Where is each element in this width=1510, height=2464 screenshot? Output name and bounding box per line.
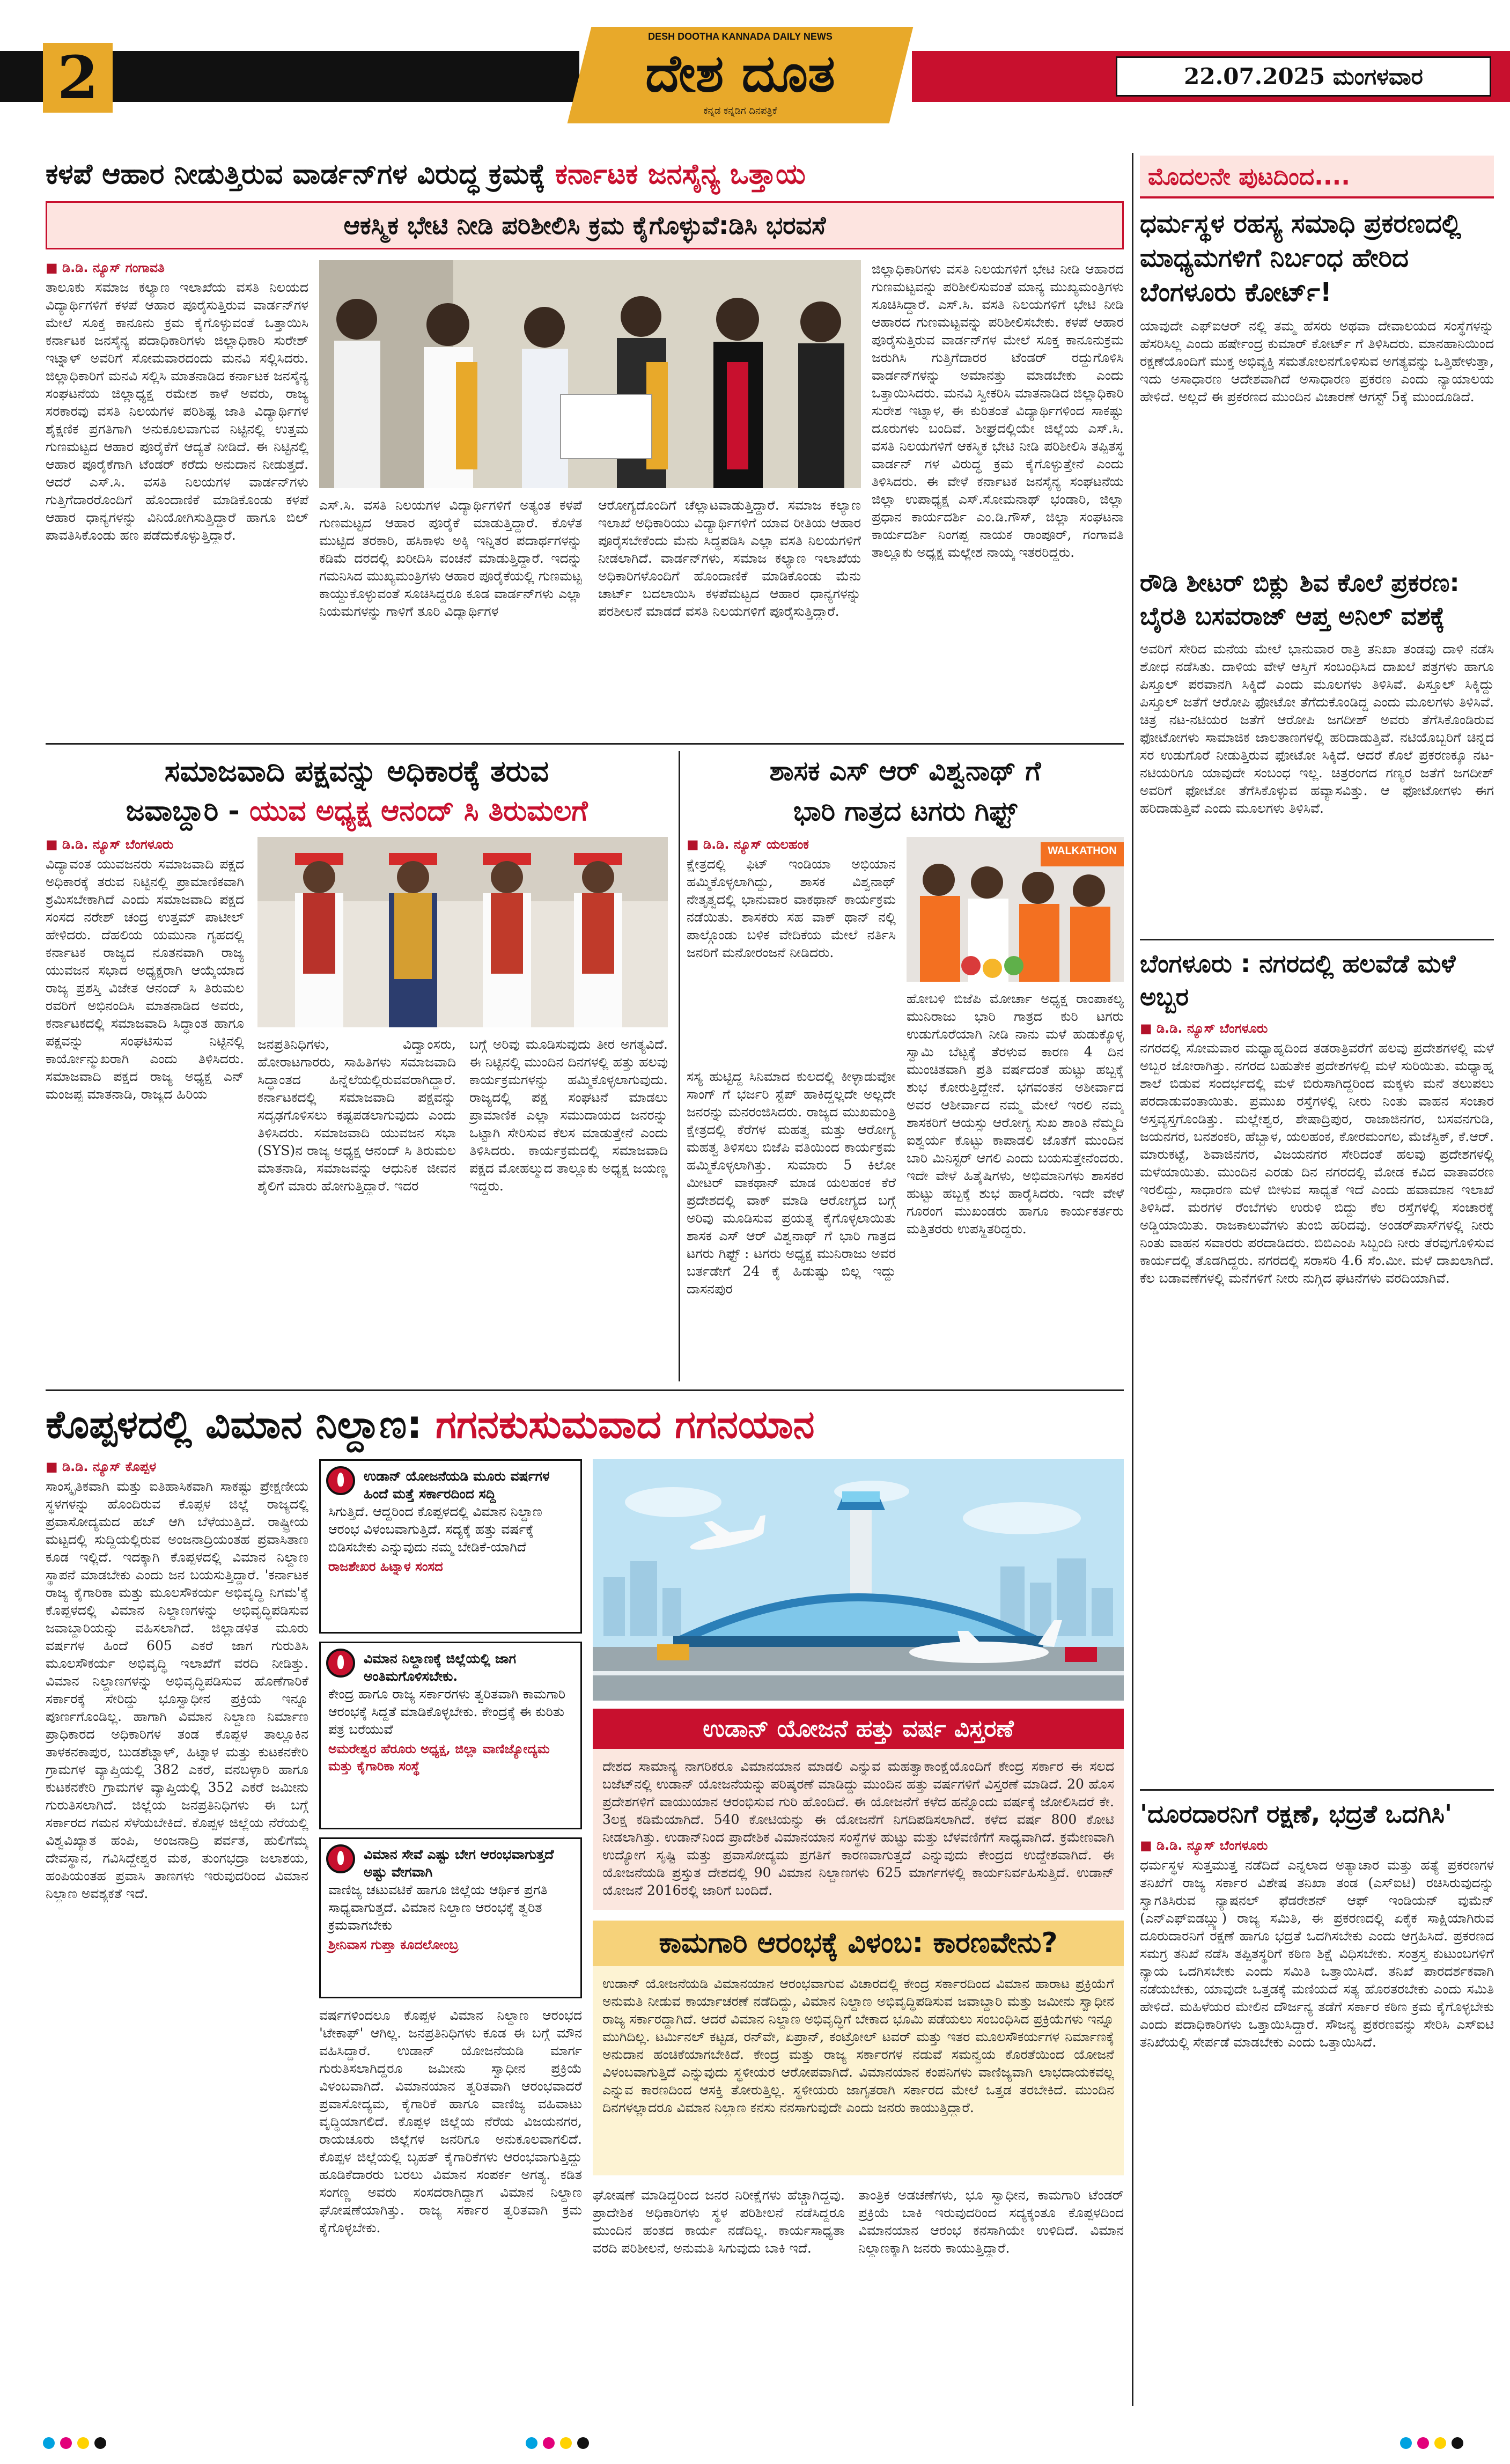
lead-col-4 bbox=[872, 260, 1124, 735]
airport-col-3 bbox=[593, 2186, 845, 2406]
airport-quote-box-2 bbox=[319, 1642, 582, 1829]
mla-photo-banner: WALKATHON bbox=[1048, 845, 1117, 857]
sp-col-3 bbox=[469, 1035, 668, 1381]
sp-col-2 bbox=[257, 1035, 456, 1381]
sidebar-story-3-byline: ■ ಡಿ.ಡಿ. ನ್ಯೂಸ್ ಬೆಂಗಳೂರು bbox=[1140, 1021, 1494, 1036]
logo-subtitle: ಕನ್ನಡ ಕನ್ನಡಿಗ ದಿನಪತ್ರಿಕೆ bbox=[703, 105, 777, 116]
sidebar-divider-2 bbox=[1140, 1789, 1494, 1791]
sp-photo bbox=[257, 837, 668, 1027]
udan-title: ಉಡಾನ್ ಯೋಜನೆ ಹತ್ತು ವರ್ಷ ವಿಸ್ತರಣೆ bbox=[703, 1715, 1014, 1742]
quote-1-icon bbox=[326, 1466, 355, 1495]
sidebar-story-4-body: ಧರ್ಮಸ್ಥಳ ಸುತ್ತಮುತ್ತ ನಡೆದಿದೆ ಎನ್ನಲಾದ ಅತ್ಯಾಚಾರ ಮತ್ತು ಹತ್ಯೆ ಪ್ರಕರಣಗಳ ತನಿಖೆಗೆ ರಾಜ್ಯ ಸರ್ಕಾರ ವಿಶೇಷ ತನಿಖಾ ತಂಡ (ಎಸ್‌ಐಟಿ) ರಚಿಸಿರುವುದನ್ನು ಸ್ವಾಗತಿಸಿರುವ ನ್ಯಾಷನಲ್ ಫೆಡರೇಶನ್ ಆಫ್ ಇಂಡಿಯನ್ ವುಮೆನ್ (ಎನ್‌ಎಫ್‌ಐಡಬ್ಲ್ಯು) ರಾಜ್ಯ ಸಮಿತಿ, ಈ ಪ್ರಕರಣದಲ್ಲಿ ಏಕೈಕ ಸಾಕ್ಷಿಯಾಗಿರುವ ದೂರುದಾರನಿಗೆ ರಕ್ಷಣೆ ಹಾಗೂ ಭದ್ರತೆ ಒದಗಿಸಬೇಕು ಎಂದು ಆಗ್ರಹಿಸಿದೆ. ಪ್ರಕರಣದ ಸಮಗ್ರ ತನಿಖೆ ನಡೆಸಿ ತಪ್ಪಿತಸ್ಥರಿಗೆ ಕಠಿಣ ಶಿಕ್ಷೆ ವಿಧಿಸಬೇಕು. ಸಂತ್ರಸ್ತ ಕುಟುಂಬಗಳಿಗೆ ನ್ಯಾಯ ಒದಗಿಸಬೇಕು ಎಂದು ಸಮಿತಿ ಒತ್ತಾಯಿಸಿದೆ. ತನಿಖೆ ಪಾರದರ್ಶಕವಾಗಿ ನಡೆಯಬೇಕು, ಯಾವುದೇ ಒತ್ತಡಕ್ಕೆ ಮಣಿಯದೆ ಸತ್ಯ ಹೊರತರಬೇಕು ಎಂದು ಸಮಿತಿ ಹೇಳಿದೆ. ಮಹಿಳೆಯರ ಮೇಲಿನ ದೌರ್ಜನ್ಯ ತಡೆಗೆ ಸರ್ಕಾರ ಕಠಿಣ ಕ್ರಮ ಕೈಗೊಳ್ಳಬೇಕು ಎಂದು ಪದಾಧಿಕಾರಿಗಳು ಒತ್ತಾಯಿಸಿದ್ದಾರೆ. ಸೌಜನ್ಯ ಪ್ರಕರಣವನ್ನು ಸೇರಿಸಿ ಎಸ್‌ಐಟಿ ತನಿಖೆಯಲ್ಲಿ ಸೇರ್ಪಡೆ ಮಾಡಬೇಕು ಎಂದು ಒತ್ತಾಯಿಸಿದೆ. bbox=[1140, 1857, 1494, 2050]
airport-byline: ■ ಡಿ.ಡಿ. ನ್ಯೂಸ್ ಕೊಪ್ಪಳ bbox=[46, 1459, 308, 1474]
sidebar-story-3-body: ನಗರದಲ್ಲಿ ಸೋಮವಾರ ಮಧ್ಯಾಹ್ನದಿಂದ ತಡರಾತ್ರಿವರೆಗೆ ಹಲವು ಪ್ರದೇಶಗಳಲ್ಲಿ ಮಳೆ ಅಬ್ಬರ ಜೋರಾಗಿತ್ತು. ನಗರದ ಬಹುತೇಕ ಪ್ರದೇಶಗಳಲ್ಲಿ ಮಳೆ ಸುರಿಯಿತು. ಮಧ್ಯಾಹ್ನ ಶಾಲೆ ಬಿಡುವ ಸಂದರ್ಭದಲ್ಲಿ ಮಳೆ ಬಿರುಸಾಗಿದ್ದರಿಂದ ಮಕ್ಕಳು ಮನೆ ತಲುಪಲು ಪರದಾಡುವಂತಾಯಿತು. ಪ್ರಮುಖ ರಸ್ತೆಗಳಲ್ಲಿ ನೀರು ನಿಂತು ವಾಹನ ಸಂಚಾರ ಅಸ್ತವ್ಯಸ್ತಗೊಂಡಿತ್ತು. ಮಲ್ಲೇಶ್ವರ, ಶೇಷಾದ್ರಿಪುರ, ರಾಜಾಜಿನಗರ, ಬಸವನಗುಡಿ, ಜಯನಗರ, ಬನಶಂಕರಿ, ಹೆಬ್ಬಾಳ, ಯಲಹಂಕ, ಕೋರಮಂಗಲ, ಮೆಜೆಸ್ಟಿಕ್, ಕೆ.ಆರ್. ಮಾರುಕಟ್ಟೆ, ಶಿವಾಜಿನಗರ, ವಿಜಯನಗರ ಸೇರಿದಂತೆ ಹಲವು ಪ್ರದೇಶಗಳಲ್ಲಿ ಮಳೆಯಾಯಿತು. ಮುಂದಿನ ಎರಡು ದಿನ ನಗರದಲ್ಲಿ ಮೋಡ ಕವಿದ ವಾತಾವರಣ ಇರಲಿದ್ದು, ಸಾಧಾರಣ ಮಳೆ ಬೀಳುವ ಸಾಧ್ಯತೆ ಇದೆ ಎಂದು ಹವಾಮಾನ ಇಲಾಖೆ ತಿಳಿಸಿದೆ. ಮರಗಳ ರೆಂಬೆಗಳು ಉರುಳಿ ಬಿದ್ದು ಕೆಲ ರಸ್ತೆಗಳಲ್ಲಿ ಸಂಚಾರಕ್ಕೆ ಅಡ್ಡಿಯಾಯಿತು. ರಾಜಕಾಲುವೆಗಳು ತುಂಬಿ ಹರಿದವು. ಅಂಡರ್‌ಪಾಸ್‌ಗಳಲ್ಲಿ ನೀರು ನಿಂತು ವಾಹನ ಸವಾರರು ಪರದಾಡಿದರು. ಬಿಬಿಎಂಪಿ ಸಿಬ್ಬಂದಿ ನೀರು ತೆರವುಗೊಳಿಸುವ ಕಾರ್ಯದಲ್ಲಿ ತೊಡಗಿದ್ದರು. ನಗರದಲ್ಲಿ ಸರಾಸರಿ 4.6 ಸೆಂ.ಮೀ. ಮಳೆ ದಾಖಲಾಗಿದೆ. ಕೆಲ ಬಡಾವಣೆಗಳಲ್ಲಿ ಮನೆಗಳಿಗೆ ನೀರು ನುಗ್ಗಿದ ಘಟನೆಗಳು ವರದಿಯಾಗಿವೆ. bbox=[1140, 1040, 1494, 1286]
sidebar-story-2-body: ಅವರಿಗೆ ಸೇರಿದ ಮನೆಯ ಮೇಲೆ ಭಾನುವಾರ ರಾತ್ರಿ ತನಿಖಾ ತಂಡವು ದಾಳಿ ನಡೆಸಿ ಶೋಧ ನಡೆಸಿತು. ದಾಳಿಯ ವೇಳೆ ಆಸ್ತಿಗೆ ಸಂಬಂಧಿಸಿದ ದಾಖಲೆ ಪತ್ರಗಳು ಹಾಗೂ ಪಿಸ್ತೂಲ್ ಪರವಾನಗಿ ಸಿಕ್ಕಿದೆ ಎಂದು ಮೂಲಗಳು ತಿಳಿಸಿವೆ. ಪಿಸ್ತೂಲ್ ಸಿಕ್ಕಿದ್ದು ಪಿಸ್ತೂಲ್ ಜತೆಗೆ ಆರೋಪಿ ಫೋಟೋ ತೆಗೆದುಕೊಂಡಿದ್ದ ಎಂದು ಮೂಲಗಳು ತಿಳಿಸಿವೆ. ಚಿತ್ರ ನಟ-ನಟಿಯರ ಜತೆಗೆ ಆರೋಪಿ ಜಗದೀಶ್ ಅವರು ತೆಗೆಸಿಕೊಂಡಿರುವ ಫೋಟೋಗಳು ಸಾಮಾಜಿಕ ಜಾಲತಾಣಗಳಲ್ಲಿ ಹರಿದಾಡುತ್ತಿವೆ. ನಟಿಯೊಬ್ಬರಿಗೆ ಚಿನ್ನದ ಸರ ಉಡುಗೊರೆ ನೀಡುತ್ತಿರುವ ಫೋಟೋ ಸಿಕ್ಕಿದೆ. ಆದರೆ ಕೊಲೆ ಪ್ರಕರಣಕ್ಕೂ ನಟ-ನಟಿಯರಿಗೂ ಯಾವುದೇ ಸಂಬಂಧ ಇಲ್ಲ. ಚಿತ್ರರಂಗದ ಗಣ್ಯರ ಜತೆಗೆ ಜಗದೀಶ್ ಅವರಿಗೆ ಫೋಟೋ ತೆಗೆಸಿಕೊಳ್ಳುವ ಹವ್ಯಾಸವಿತ್ತು. ಆ ಫೋಟೋಗಳು ಈಗ ಹರಿದಾಡುತ್ತಿವೆ ಎಂದು ಮೂಲಗಳು ತಿಳಿಸಿವೆ. bbox=[1140, 641, 1494, 816]
sidebar-story-2 bbox=[1140, 566, 1494, 936]
sp-mla-divider bbox=[679, 751, 680, 1381]
lead-byline: ■ ಡಿ.ಡಿ. ನ್ಯೂಸ್ ಗಂಗಾವತಿ bbox=[46, 260, 308, 275]
footer-dots-right bbox=[1400, 2437, 1469, 2451]
section-divider-2 bbox=[46, 1389, 1124, 1391]
lead-body-3: ಆರೋಗ್ಯದೊಂದಿಗೆ ಚೆಲ್ಲಾಟವಾಡುತ್ತಿದ್ದಾರೆ. ಸಮಾಜ ಕಲ್ಯಾಣ ಇಲಾಖೆ ಅಧಿಕಾರಿಯು ವಿದ್ಯಾರ್ಥಿಗಳಿಗೆ ಯಾವ ರೀತಿಯ ಆಹಾರ ಪೂರೈಸಬೇಕೆಂದು ಮೆನು ಸಿದ್ಧಪಡಿಸಿ ಎಲ್ಲಾ ವಸತಿ ನಿಲಯಗಳಿಗೆ ನೀಡಲಾಗಿದೆ. ವಾರ್ಡನ್‌ಗಳು, ಸಮಾಜ ಕಲ್ಯಾಣ ಇಲಾಖೆಯ ಅಧಿಕಾರಿಗಳೊಂದಿಗೆ ಹೊಂದಾಣಿಕೆ ಮಾಡಿಕೊಂಡು ಮೆನು ಚಾರ್ಟ್ ಬದಲಾಯಿಸಿ ಕಳಪೆಮಟ್ಟದ ಆಹಾರ ಧಾನ್ಯಗಳನ್ನು ಪರಶೀಲನೆ ಮಾಡದೆ ವಸತಿ ನಿಲಯಗಳಿಗೆ ಪೂರೈಸುತ್ತಿದ್ದಾರೆ. bbox=[598, 497, 861, 619]
sp-headline-2 bbox=[46, 791, 668, 832]
sp-col-1 bbox=[46, 837, 244, 1381]
sp-headline-red: ಯುವ ಅಧ್ಯಕ್ಷ ಆನಂದ್ ಸಿ ತಿರುಮಲಗೆ bbox=[249, 795, 588, 827]
dot-yellow-icon bbox=[560, 2437, 572, 2449]
footer-dots-center bbox=[526, 2437, 594, 2451]
lead-col-2 bbox=[319, 496, 582, 735]
lead-sidebar-divider bbox=[1132, 153, 1133, 2406]
airport-headline-red: ಗಗನಕುಸುಮವಾದ ಗಗನಯಾನ bbox=[436, 1402, 815, 1447]
dot-magenta-icon bbox=[543, 2437, 555, 2449]
dot-black-icon bbox=[577, 2437, 589, 2449]
sp-body-2: ಜನಪ್ರತಿನಿಧಿಗಳು, ವಿದ್ವಾಂಸರು, ಹೋರಾಟಗಾರರು, ಸಾಹಿತಿಗಳು ಸಮಾಜವಾದಿ ಸಿದ್ಧಾಂತದ ಹಿನ್ನೆಲೆಯಲ್ಲಿರುವವರಾಗಿದ್ದಾರೆ. ಕರ್ನಾಟಕದಲ್ಲಿ ಸಮಾಜವಾದಿ ಪಕ್ಷವನ್ನು ಸದೃಢಗೊಳಿಸಲು ಕಷ್ಟಪಡಲಾಗುವುದು ಎಂದು ತಿಳಿಸಿದರು. ಸಮಾಜವಾದಿ ಯುವಜನ ಸಭಾ (SYS)ನ ರಾಜ್ಯ ಅಧ್ಯಕ್ಷ ಆನಂದ್ ಸಿ ತಿರುಮಲ ಮಾತನಾಡಿ, ಸಮಾಜವನ್ನು ಆಧುನಿಕ ಜೀವನ ಶೈಲಿಗೆ ಮಾರು ಹೋಗುತ್ತಿದ್ದಾರೆ. ಇದರ bbox=[257, 1036, 456, 1194]
lead-headline-black: ಕಳಪೆ ಆಹಾರ ನೀಡುತ್ತಿರುವ ವಾರ್ಡನ್‌ಗಳ ವಿರುದ್ಧ ಕ್ರಮಕ್ಕೆ bbox=[46, 158, 546, 190]
airport-body-3: ಘೋಷಣೆ ಮಾಡಿದ್ದರಿಂದ ಜನರ ನಿರೀಕ್ಷೆಗಳು ಹೆಚ್ಚಾಗಿದ್ದವು. ಪ್ರಾದೇಶಿಕ ಅಧಿಕಾರಿಗಳು ಸ್ಥಳ ಪರಿಶೀಲನೆ ನಡೆಸಿದ್ದರೂ ಮುಂದಿನ ಹಂತದ ಕಾರ್ಯ ನಡೆದಿಲ್ಲ. ಕಾರ್ಯಸಾಧ್ಯತಾ ವರದಿ ಪರಿಶೀಲನೆ, ಅನುಮತಿ ಸಿಗುವುದು ಬಾಕಿ ಇದೆ. bbox=[593, 2187, 845, 2256]
mla-col-1-top bbox=[687, 837, 896, 1062]
sidebar-story-1-headline: ಧರ್ಮಸ್ಥಳ ರಹಸ್ಯ ಸಮಾಧಿ ಪ್ರಕರಣದಲ್ಲಿ ಮಾಧ್ಯಮಗಳಿಗೆ ನಿರ್ಬಂಧ ಹೇರಿದ ಬೆಂಗಳೂರು ಕೋರ್ಟ್! bbox=[1140, 209, 1462, 307]
mla-col-1 bbox=[687, 1068, 896, 1381]
airport-body-2: ವರ್ಷಗಳಿಂದಲೂ ಕೊಪ್ಪಳ ವಿಮಾನ ನಿಲ್ದಾಣ ಆರಂಭದ 'ಟೇಕಾಫ್' ಆಗಿಲ್ಲ. ಜನಪ್ರತಿನಿಧಿಗಳು ಕೂಡ ಈ ಬಗ್ಗೆ ಮೌನ ವಹಿಸಿದ್ದಾರೆ. ಉಡಾನ್ ಯೋಜನೆಯಡಿ ಮಾರ್ಗ ಗುರುತಿಸಲಾಗಿದ್ದರೂ ಜಮೀನು ಸ್ವಾಧೀನ ಪ್ರಕ್ರಿಯೆ ವಿಳಂಬವಾಗಿದೆ. ವಿಮಾನಯಾನ ತ್ವರಿತವಾಗಿ ಆರಂಭವಾದರೆ ಪ್ರವಾಸೋದ್ಯಮ, ಕೈಗಾರಿಕೆ ಹಾಗೂ ವಾಣಿಜ್ಯ ವಹಿವಾಟು ವೃದ್ಧಿಯಾಗಲಿದೆ. ಕೊಪ್ಪಳ ಜಿಲ್ಲೆಯ ನೆರೆಯ ವಿಜಯನಗರ, ರಾಯಚೂರು ಜಿಲ್ಲೆಗಳ ಜನರಿಗೂ ಅನುಕೂಲವಾಗಲಿದೆ. ಕೊಪ್ಪಳ ಜಿಲ್ಲೆಯಲ್ಲಿ ಬೃಹತ್ ಕೈಗಾರಿಕೆಗಳು ಆರಂಭವಾಗುತ್ತಿದ್ದು ಹೂಡಿಕೆದಾರರು ಬರಲು ವಿಮಾನ ಸಂಪರ್ಕ ಅಗತ್ಯ. ಕಡಿತ ಸಂಗಣ್ಣ ಅವರು ಸಂಸದರಾಗಿದ್ದಾಗ ವಿಮಾನ ನಿಲ್ದಾಣ ಘೋಷಣೆಯಾಗಿತ್ತು. ರಾಜ್ಯ ಸರ್ಕಾರ ತ್ವರಿತವಾಗಿ ಕ್ರಮ ಕೈಗೊಳ್ಳಬೇಕು. bbox=[319, 2007, 582, 2235]
sidebar-story-4-byline: ■ ಡಿ.ಡಿ. ನ್ಯೂಸ್ ಬೆಂಗಳೂರು bbox=[1140, 1838, 1494, 1853]
airport-illustration-svg bbox=[593, 1459, 1124, 1701]
sidebar-kicker: ಮೊದಲನೇ ಪುಟದಿಂದ.... bbox=[1148, 163, 1350, 190]
airport-quote-box-1 bbox=[319, 1459, 582, 1634]
quote-2-body: ಕೇಂದ್ರ ಹಾಗೂ ರಾಜ್ಯ ಸರ್ಕಾರಗಳು ತ್ವರಿತವಾಗಿ ಕಾಮಗಾರಿ ಆರಂಭಕ್ಕೆ ಸಿದ್ದತೆ ಮಾಡಿಕೊಳ್ಳಬೇಕು. ಕೇಂದ್ರಕ್ಕೆ ಈ ಕುರಿತು ಪತ್ರ ಬರೆಯುವೆ bbox=[328, 1686, 566, 1737]
dot-yellow-icon bbox=[1434, 2437, 1446, 2449]
lead-headline bbox=[46, 153, 1129, 196]
page-number: 2 bbox=[57, 43, 99, 112]
airport-col-2 bbox=[319, 2006, 582, 2406]
airport-body-4: ತಾಂತ್ರಿಕ ಅಡಚಣೆಗಳು, ಭೂ ಸ್ವಾಧೀನ, ಕಾಮಗಾರಿ ಟೆಂಡರ್ ಪ್ರಕ್ರಿಯೆ ಬಾಕಿ ಇರುವುದರಿಂದ ಸದ್ಯಕ್ಕಂತೂ ಕೊಪ್ಪಳದಿಂದ ವಿಮಾನಯಾನ ಆರಂಭ ಕನಸಾಗಿಯೇ ಉಳಿದಿದೆ. ವಿಮಾನ ನಿಲ್ದಾಣಕ್ಕಾಗಿ ಜನರು ಕಾಯುತ್ತಿದ್ದಾರೆ. bbox=[858, 2187, 1124, 2256]
quote-1-body: ಸಿಗುತ್ತಿದೆ. ಆದ್ದರಿಂದ ಕೊಪ್ಪಳದಲ್ಲಿ ವಿಮಾನ ನಿಲ್ದಾಣ ಆರಂಭ ವಿಳಂಬವಾಗುತ್ತಿದೆ. ಸದ್ಯಕ್ಕೆ ಹತ್ತು ವರ್ಷಕ್ಕೆ ಬಿಡಿಸಬೇಕು ಎನ್ನುವುದು ನಮ್ಮ ಬೇಡಿಕೆ-ಯಾಗಿದೆ bbox=[328, 1504, 542, 1555]
mla-photo bbox=[907, 837, 1124, 982]
sp-byline: ■ ಡಿ.ಡಿ. ನ್ಯೂಸ್ ಬೆಂಗಳೂರು bbox=[46, 837, 244, 852]
mla-byline: ■ ಡಿ.ಡಿ. ನ್ಯೂಸ್ ಯಲಹಂಕ bbox=[687, 837, 896, 852]
quote-2-title: ವಿಮಾನ ನಿಲ್ದಾಣಕ್ಕೆ ಜಿಲ್ಲೆಯಲ್ಲಿ ಜಾಗ ಅಂತಿಮಗೊಳಿಸಬೇಕು. bbox=[364, 1651, 517, 1684]
airport-illustration bbox=[593, 1459, 1124, 1701]
quote-3-icon bbox=[326, 1844, 355, 1873]
airport-quote-box-3 bbox=[319, 1837, 582, 1998]
sidebar-story-3 bbox=[1140, 947, 1494, 1786]
lead-headline-red: ಕರ್ನಾಟಕ ಜನಸೈನ್ಯ ಒತ್ತಾಯ bbox=[555, 158, 806, 190]
udan-body: ದೇಶದ ಸಾಮಾನ್ಯ ನಾಗರಿಕರೂ ವಿಮಾನಯಾನ ಮಾಡಲಿ ಎನ್ನುವ ಮಹತ್ವಾಕಾಂಕ್ಷೆಯೊಂದಿಗೆ ಕೇಂದ್ರ ಸರ್ಕಾರ ಈ ಸಲದ ಬಜೆಟ್‌ನಲ್ಲಿ ಉಡಾನ್ ಯೋಜನೆಯನ್ನು ಪರಿಷ್ಕರಣೆ ಮಾಡಿದ್ದು ಮುಂದಿನ ಹತ್ತು ವರ್ಷಗಳಿಗೆ ವಿಸ್ತರಣೆ ಮಾಡಿದೆ. 20 ಹೊಸ ಪ್ರದೇಶಗಳಿಗೆ ವಾಯುಯಾನ ಆರಂಭಿಸುವ ಗುರಿ ಹೊಂದಿದೆ. ಈ ಯೋಜನೆಗೆ ಕಳೆದ ಹನ್ನೊಂದು ವರ್ಷಕ್ಕೆ ಜೋಲಿಸಿದರೆ ಕೇ. 3ಲಕ್ಷ ಕಡಿಮೆಯಾಗಿದೆ. 540 ಕೋಟಿಯನ್ನು ಈ ಯೋಜನೆಗೆ ನಿಗದಿಪಡಿಸಲಾಗಿದೆ. ಕಳೆದ ವರ್ಷ 800 ಕೋಟಿ ನೀಡಲಾಗಿತ್ತು. ಉಡಾನ್‌ನಿಂದ ಪ್ರಾದೇಶಿಕ ವಿಮಾನಯಾನ ಸಂಸ್ಥೆಗಳ ಹುಟ್ಟು ಮತ್ತು ಬೆಳವಣಿಗೆಗೆ ಸಾಧ್ಯವಾಗಿದೆ. ಕ್ರಮೇಣವಾಗಿ ಉದ್ಯೋಗ ಸೃಷ್ಟಿ ಮತ್ತು ಪ್ರವಾಸೋದ್ಯಮ ಪ್ರಗತಿಗೆ ಕಾರಣವಾಗುತ್ತದೆ ಎನ್ನುವುದು ಕೇಂದ್ರದ ಉದ್ದೇಶವಾಗಿದೆ. ಈ ಯೋಜನೆಯಡಿ ಪ್ರಸ್ತುತ ದೇಶದಲ್ಲಿ 90 ವಿಮಾನ ನಿಲ್ದಾಣಗಳು 625 ಮಾರ್ಗಗಳಲ್ಲಿ ಕಾರ್ಯನಿರ್ವಹಿಸುತ್ತಿದೆ. ಉಡಾನ್ ಯೋಜನೆ 2016ರಲ್ಲಿ ಜಾರಿಗೆ ಬಂದಿದೆ. bbox=[602, 1759, 1114, 1898]
dot-magenta-icon bbox=[60, 2437, 72, 2449]
lead-col-1 bbox=[46, 260, 308, 735]
lead-body-4: ಜಿಲ್ಲಾಧಿಕಾರಿಗಳು ವಸತಿ ನಿಲಯಗಳಿಗೆ ಭೇಟಿ ನೀಡಿ ಆಹಾರದ ಗುಣಮಟ್ಟವನ್ನು ಪರಿಶೀಲಿಸುವಂತೆ ಮಾನ್ಯ ಮುಖ್ಯಮಂತ್ರಿಗಳು ಸೂಚಿಸಿದ್ದಾರೆ. ಎಸ್.ಸಿ. ವಸತಿ ನಿಲಯಗಳಿಗೆ ಭೇಟಿ ನೀಡಿ ಆಹಾರದ ಗುಣಮಟ್ಟವನ್ನು ಪರಿಶೀಲಿಸಬೇಕು. ಕಳಪೆ ಆಹಾರ ಪೂರೈಸುತ್ತಿರುವ ವಾರ್ಡನ್‌ಗಳ ಮೇಲೆ ಸೂಕ್ತ ಕಾನೂನುಕ್ರಮ ಜರುಗಿಸಿ ಗುತ್ತಿಗೆದಾರರ ಟೆಂಡರ್ ರದ್ದುಗೊಳಿಸಿ ವಾರ್ಡನ್‌ಗಳನ್ನು ಅಮಾನತ್ತು ಮಾಡಬೇಕು ಎಂದು ಒತ್ತಾಯಿಸಿದರು. ಮನವಿ ಸ್ವೀಕರಿಸಿ ಮಾತನಾಡಿದ ಜಿಲ್ಲಾಧಿಕಾರಿ ಸುರೇಶ ಇಟ್ನಾಳ, ಈ ಕುರಿತಂತೆ ವಿದ್ಯಾರ್ಥಿಗಳಿಂದ ಸಾಕಷ್ಟು ದೂರುಗಳು ಬಂದಿವೆ. ಶೀಘ್ರದಲ್ಲಿಯೇ ಜಿಲ್ಲೆಯ ಎಸ್.ಸಿ. ವಸತಿ ನಿಲಯಗಳಿಗೆ ಆಕಸ್ಮಿಕ ಭೇಟಿ ನೀಡಿ ಪರಿಶೀಲಿಸಿ ತಪ್ಪಿತಸ್ಥ ವಾರ್ಡನ್ ಗಳ ವಿರುದ್ಧ ಕ್ರಮ ಕೈಗೊಳ್ಳುತ್ತೇನೆ ಎಂದು ತಿಳಿಸಿದರು. ಈ ವೇಳೆ ಕರ್ನಾಟಕ ಜನಸೈನ್ಯ ಸಂಘಟನೆಯ ಜಿಲ್ಲಾ ಉಪಾಧ್ಯಕ್ಷ ಎಸ್.ಸೋಮನಾಥ್ ಭಂಡಾರಿ, ಜಿಲ್ಲಾ ಪ್ರಧಾನ ಕಾರ್ಯದರ್ಶಿ ಎಂ.ಡಿ.ಗೌಸ್, ಜಿಲ್ಲಾ ಸಂಘಟನಾ ಕಾರ್ಯದರ್ಶಿ ನಿಂಗಪ್ಪ ನಾಯಕ ರಾಂಪೂರ್, ಗಂಗಾವತಿ ತಾಲ್ಲೂಕು ಅಧ್ಯಕ್ಷ ಮಲ್ಲೇಶ ನಾಯ್ಕ ಇತರರಿದ್ದರು. bbox=[872, 261, 1124, 560]
lead-photo bbox=[319, 260, 861, 488]
mla-col-2 bbox=[907, 990, 1124, 1381]
masthead-tagline: DESH DOOTHA KANNADA DAILY NEWS bbox=[648, 31, 833, 42]
delay-box bbox=[593, 1966, 1124, 2175]
dot-cyan-icon bbox=[43, 2437, 55, 2449]
quote-2-author: ಅಮರೇಶ್ವರ ಹೆರೂರು ಅಧ್ಯಕ್ಷ, ಜಿಲ್ಲಾ ವಾಣಿಜ್ಯೋದ್ಯಮ ಮತ್ತು ಕೈಗಾರಿಕಾ ಸಂಸ್ಥೆ bbox=[328, 1741, 550, 1774]
quote-2-icon bbox=[326, 1649, 355, 1678]
mla-headline-2: ಭಾರಿ ಗಾತ್ರದ ಟಗರು ಗಿಫ್ಟ್ bbox=[793, 796, 1018, 827]
lead-photo-svg bbox=[319, 260, 861, 488]
udan-box bbox=[593, 1749, 1124, 1910]
sidebar-divider-1 bbox=[1140, 939, 1494, 940]
sidebar-story-2-headline: ರೌಡಿ ಶೀಟರ್ ಬಿಕ್ಲು ಶಿವ ಕೊಲೆ ಪ್ರಕರಣ: ಬೈರತಿ ಬಸವರಾಜ್ ಆಪ್ತ ಅನಿಲ್ ವಶಕ್ಕೆ bbox=[1140, 568, 1460, 630]
sidebar-story-4 bbox=[1140, 1797, 1494, 2406]
airport-headline-black: ಕೊಪ್ಪಳದಲ್ಲಿ ವಿಮಾನ ನಿಲ್ದಾಣ: bbox=[46, 1402, 422, 1447]
sp-body-3: ಬಗ್ಗೆ ಅರಿವು ಮೂಡಿಸುವುದು ತೀರ ಅಗತ್ಯವಿದೆ. ಈ ನಿಟ್ಟಿನಲ್ಲಿ ಮುಂದಿನ ದಿನಗಳಲ್ಲಿ ಹತ್ತು ಹಲವು ಕಾರ್ಯಕ್ರಮಗಳನ್ನು ಹಮ್ಮಿಕೊಳ್ಳಲಾಗುವುದು. ರಾಜ್ಯದಲ್ಲಿ ಪಕ್ಷ ಸಂಘಟನೆ ಮಾಡಲು ಪ್ರಾಮಾಣಿಕ ಎಲ್ಲಾ ಸಮುದಾಯದ ಜನರನ್ನು ಒಟ್ಟಾಗಿ ಸೇರಿಸುವ ಕೆಲಸ ಮಾಡುತ್ತೇನೆ ಎಂದು ತಿಳಿಸಿದರು. ಕಾರ್ಯಕ್ರಮದಲ್ಲಿ ಸಮಾಜವಾದಿ ಪಕ್ಷದ ಮೋಹಲ್ಮುದ ತಾಲ್ಲೂಕು ಅಧ್ಯಕ್ಷ ಜಯಣ್ಣ ಇದ್ದರು. bbox=[469, 1036, 668, 1194]
sp-headline-black: ಜವಾಬ್ದಾರಿ - bbox=[126, 795, 240, 827]
sp-photo-svg bbox=[257, 837, 668, 1027]
footer-dots-left bbox=[43, 2437, 112, 2451]
mla-body-top: ಕ್ಷೇತ್ರದಲ್ಲಿ ಫಿಟ್ ಇಂಡಿಯಾ ಅಭಿಯಾನ ಹಮ್ಮಿಕೊಳ್ಳಲಾಗಿದ್ದು, ಶಾಸಕ ವಿಶ್ವನಾಥ್ ನೇತೃತ್ವದಲ್ಲಿ ಭಾನುವಾರ ವಾಕಥಾನ್ ಕಾರ್ಯಕ್ರಮ ನಡೆಯಿತು. ಶಾಸಕರು ಸಹ ವಾಕ್ ಥಾನ್ ನಲ್ಲಿ ಪಾಲ್ಗೊಂಡು ಬಳಿಕ ವೇದಿಕೆಯ ಮೇಲೆ ನರ್ತಿಸಿ ಜನರಿಗೆ ಮನೋರಂಜನೆ ನೀಡಿದರು. bbox=[687, 856, 896, 960]
section-divider-1 bbox=[46, 743, 1124, 745]
sp-body-1: ವಿದ್ಯಾವಂತ ಯುವಜನರು ಸಮಾಜವಾದಿ ಪಕ್ಷದ ಅಧಿಕಾರಕ್ಕೆ ತರುವ ನಿಟ್ಟಿನಲ್ಲಿ ಪ್ರಾಮಾಣಿಕವಾಗಿ ಶ್ರಮಿಸಬೇಕಾಗಿದೆ ಎಂದು ಸಮಾಜವಾದಿ ಪಕ್ಷದ ಸಂಸದ ನರೇಶ್ ಚಂದ್ರ ಉತ್ತಮ್ ಪಾಟೀಲ್ ಹೇಳಿದರು. ದೆಹಲಿಯ ಯಮುನಾ ಗೃಹದಲ್ಲಿ ಕರ್ನಾಟಕ ರಾಜ್ಯದ ನೂತನವಾಗಿ ರಾಜ್ಯ ಯುವಜನ ಸಭಾದ ಅಧ್ಯಕ್ಷರಾಗಿ ಆಯ್ಕೆಯಾದ ರಾಜ್ಯ ಪ್ರಶಸ್ತಿ ವಿಜೇತ ಆನಂದ್ ಸಿ ತಿರುಮಲ ರವರಿಗೆ ಅಭಿನಂದಿಸಿ ಮಾತನಾಡಿದ ಅವರು, ಕರ್ನಾಟಕದಲ್ಲಿ ಸಮಾಜವಾದಿ ಸಿದ್ಧಾಂತ ಹಾಗೂ ಪಕ್ಷವನ್ನು ಸಂಘಟಿಸುವ ನಿಟ್ಟಿನಲ್ಲಿ ಕಾರ್ಯೋನ್ಮುಖರಾಗಿ ಎಂದು ತಿಳಿಸಿದರು. ಸಮಾಜವಾದಿ ಪಕ್ಷದ ರಾಜ್ಯ ಅಧ್ಯಕ್ಷ ಎನ್ ಮಂಜಪ್ಪ ಮಾತನಾಡಿ, ರಾಜ್ಯದ ಹಿರಿಯ bbox=[46, 856, 244, 1102]
mla-headline-1: ಶಾಸಕ ಎಸ್ ಆರ್ ವಿಶ್ವನಾಥ್ ಗೆ bbox=[769, 755, 1041, 786]
airport-col-1 bbox=[46, 1459, 308, 2406]
quote-3-author: ಶ್ರೀನಿವಾಸ ಗುಪ್ತಾ ಕೂದಲೋಂಬ್ರ bbox=[328, 1937, 459, 1952]
quote-1-title: ಉಡಾನ್ ಯೋಜನೆಯಡಿ ಮೂರು ವರ್ಷಗಳ ಹಿಂದೆ ಮತ್ತೆ ಸರ್ಕಾರದಿಂದ ಸದ್ದಿ bbox=[364, 1468, 550, 1502]
sidebar-story-3-headline: ಬೆಂಗಳೂರು : ನಗರದಲ್ಲಿ ಹಲವೆಡೆ ಮಳೆ ಅಬ್ಬರ bbox=[1140, 949, 1456, 1011]
quote-1-author: ರಾಜಶೇಖರ ಹಿಟ್ನಾಳ ಸಂಸದ bbox=[328, 1558, 443, 1574]
sidebar-story-1 bbox=[1140, 207, 1494, 563]
mla-body-1: ಸಸ್ಯ ಹುಟ್ಟಿದ್ದ ಸಿನಿಮಾದ ಕುಲದಲ್ಲಿ ಕೀಳ್ಳಾಡುವೋ ಸಾಂಗ್ ಗೆ ಭರ್ಜರಿ ಸ್ಟೆಪ್ ಹಾಕಿದ್ದಲ್ಲದೇ ಅಲ್ಲದೇ ಜನರನ್ನು ಮನರಂಜಿಸಿದರು. ರಾಜ್ಯದ ಮುಖಮಂತ್ರಿ ಕ್ಷೇತ್ರದಲ್ಲಿ ಕೆರೆಗಳ ಮಹತ್ವ ಮತ್ತು ಆರೋಗ್ಯ ಮಹತ್ವ ತಿಳಿಸಲು ಬಿಜೆಪಿ ವತಿಯಿಂದ ಕಾರ್ಯಕ್ರಮ ಹಮ್ಮಿಕೊಳ್ಳಲಾಗಿತ್ತು. ಸುಮಾರು 5 ಕಿಲೋ ಮೀಟರ್ ವಾಕಥಾನ್ ಮಾಡ ಯಲಹಂಕ ಕೆರೆ ಪ್ರದೇಶದಲ್ಲಿ ವಾಕ್ ಮಾಡಿ ಆರೋಗ್ಯದ ಬಗ್ಗೆ ಅರಿವು ಮೂಡಿಸುವ ಪ್ರಯತ್ನ ಕೈಗೊಳ್ಳಲಾಯಿತು ಶಾಸಕ ಎಸ್ ಆರ್ ವಿಶ್ವನಾಥ್ ಗೆ ಭಾರಿ ಗಾತ್ರದ ಟಗರು ಗಿಫ್ಟ್ : ಟಗರು ಅಧ್ಯಕ್ಷ ಮುನಿರಾಜು ಅವರ ಬರ್ತಡೇಗೆ 24 ಕೈ ಹಿಡುಷ್ಟು ಬಿಲ್ಲ ಇದ್ದು ದಾಸನಪುರ bbox=[687, 1069, 896, 1297]
issue-date: 22.07.2025 ಮಂಗಳವಾರ bbox=[1184, 63, 1423, 90]
delay-title: ಕಾಮಗಾರಿ ಆರಂಭಕ್ಕೆ ವಿಳಂಬ: ಕಾರಣವೇನು? bbox=[659, 1927, 1058, 1959]
delay-body: ಉಡಾನ್ ಯೋಜನೆಯಡಿ ವಿಮಾನಯಾನ ಆರಂಭವಾಗುವ ವಿಚಾರದಲ್ಲಿ ಕೇಂದ್ರ ಸರ್ಕಾರದಿಂದ ವಿಮಾನ ಹಾರಾಟ ಪ್ರಕ್ರಿಯೆಗೆ ಅನುಮತಿ ನೀಡುವ ಕಾರ್ಯಾಚರಣೆ ನಡೆದಿದ್ದು, ವಿಮಾನ ನಿಲ್ದಾಣ ಅಭಿವೃದ್ಧಿಪಡಿಸುವ ಜವಾಬ್ದಾರಿ ಮತ್ತು ಜಮೀನು ಸ್ವಾಧೀನ ರಾಜ್ಯ ಸರ್ಕಾರದ್ದಾಗಿದೆ. ಆದರೆ ವಿಮಾನ ನಿಲ್ದಾಣ ಅಭಿವೃದ್ಧಿಗೆ ಬೇಕಾದ ಭೂಮಿ ಪಡೆಯಲು ಸಂಬಂಧಿಸಿದ ಪ್ರಕ್ರಿಯೆಗಳು ಇನ್ನೂ ಮುಗಿದಿಲ್ಲ. ಟರ್ಮಿನಲ್ ಕಟ್ಟಡ, ರನ್‌ವೇ, ಏಪ್ರಾನ್, ಕಂಟ್ರೋಲ್ ಟವರ್ ಮತ್ತು ಇತರ ಮೂಲಸೌಕರ್ಯಗಳ ನಿರ್ಮಾಣಕ್ಕೆ ಅನುದಾನ ಹಂಚಿಕೆಯಾಗಬೇಕಿದೆ. ಕೇಂದ್ರ ಮತ್ತು ರಾಜ್ಯ ಸರ್ಕಾರಗಳ ನಡುವೆ ಸಮನ್ವಯ ಕೊರತೆಯಿಂದ ಯೋಜನೆ ವಿಳಂಬವಾಗುತ್ತಿದೆ ಎನ್ನುವುದು ಸ್ಥಳೀಯರ ಆರೋಪವಾಗಿದೆ. ವಿಮಾನಯಾನ ಕಂಪನಿಗಳು ವಾಣಿಜ್ಯವಾಗಿ ಲಾಭದಾಯಕವಲ್ಲ ಎನ್ನುವ ಕಾರಣದಿಂದ ಆಸಕ್ತಿ ತೋರುತ್ತಿಲ್ಲ. ಸ್ಥಳೀಯರು ಜಾಗೃತರಾಗಿ ಸರ್ಕಾರದ ಮೇಲೆ ಒತ್ತಡ ತರಬೇಕಿದೆ. ಮುಂದಿನ ದಿನಗಳಲ್ಲಾದರೂ ವಿಮಾನ ನಿಲ್ದಾಣ ಕನಸು ನನಸಾಗುವುದೇ ಎಂದು ಜನರು ಕಾಯುತ್ತಿದ್ದಾರೆ. bbox=[602, 1976, 1114, 2115]
masthead bbox=[0, 0, 1510, 148]
logo: ದೇಶ ದೂತ bbox=[645, 43, 835, 104]
dot-black-icon bbox=[94, 2437, 106, 2449]
dot-cyan-icon bbox=[526, 2437, 537, 2449]
dot-magenta-icon bbox=[1417, 2437, 1429, 2449]
mla-body-2: ಹೋಬಳಿ ಬಿಜೆಪಿ ಮೋರ್ಚಾ ಅಧ್ಯಕ್ಷ ರಾಂಪಾಕಲ್ಯ ಮುನಿರಾಜು ಭಾರಿ ಗಾತ್ರದ ಕುರಿ ಟಗರು ಉಡುಗೊರೆಯಾಗಿ ನೀಡಿ ನಾನು ಮಳೆ ಹುಡುಕ್ಕೊಳ್ಳ ಸ್ವಾಮಿ ಬೆಟ್ಟಕ್ಕೆ ತೆರಳುವ ಕಾರಣ 4 ದಿನ ಮುಂಚಿತವಾಗಿ ಪ್ರತಿ ವರ್ಷದಂತೆ ಹುಟ್ಟು ಹಬ್ಬಕ್ಕೆ ಶುಭ ಕೋರುತ್ತಿದ್ದೇನೆ. ಭಗವಂತನ ಅಶೀರ್ವಾದ ಅವರ ಆಶೀರ್ವಾದ ನಮ್ಮ ಮೇಲೆ ಇರಲಿ ನಮ್ಮ ಶಾಸಕರಿಗೆ ಆಯಸ್ಸು ಆರೋಗ್ಯ ಸುಖ ಶಾಂತಿ ನೆಮ್ಮದಿ ಐಶ್ವರ್ಯ ಕೊಟ್ಟು ಕಾಪಾಡಲಿ ಜೊತೆಗೆ ಮುಂದಿನ ಬಾರಿ ಮಿನಿಸ್ಟರ್ ಆಗಲಿ ಎಂದು ಬಯಸುತ್ತೇನೆಂದರು. ಇದೇ ವೇಳೆ ಹಿತೈಷಿಗಳು, ಅಭಿಮಾನಿಗಳು ಶಾಸಕರ ಹುಟ್ಟು ಹಬ್ಬಕ್ಕೆ ಶುಭ ಹಾರೈಸಿದರು. ಇದೇ ವೇಳೆ ಗೂರಂಗ ಮುಖಂಡರು ಹಾಗೂ ಕಾರ್ಯಕರ್ತರು ಮತ್ತಿತರರು ಉಪಸ್ಥಿತರಿದ್ದರು. bbox=[907, 991, 1124, 1237]
footer-registration-marks bbox=[0, 2433, 1510, 2454]
dot-black-icon bbox=[1452, 2437, 1463, 2449]
sidebar-story-4-headline: 'ದೂರದಾರನಿಗೆ ರಕ್ಷಣೆ, ಭದ್ರತೆ ಒದಗಿಸಿ' bbox=[1140, 1799, 1453, 1828]
lead-body-2: ಎಸ್.ಸಿ. ವಸತಿ ನಿಲಯಗಳ ವಿದ್ಯಾರ್ಥಿಗಳಿಗೆ ಅತ್ಯಂತ ಕಳಪೆ ಗುಣಮಟ್ಟದ ಆಹಾರ ಪೂರೈಕೆ ಮಾಡುತ್ತಿದ್ದಾರೆ. ಕೊಳೆತ ಮುಟ್ಟಿದ ತರಕಾರಿ, ಹಸಿಕಾಳು ಅಕ್ಕಿ ಇನ್ನಿತರ ಪದಾರ್ಥಗಳನ್ನು ಕಡಿಮೆ ದರದಲ್ಲಿ ಖರೀದಿಸಿ ವಂಚನೆ ಮಾಡುತ್ತಿದ್ದಾರೆ. ಇದನ್ನು ಗಮನಿಸಿದ ಮುಖ್ಯಮಂತ್ರಿಗಳು ಆಹಾರ ಪೂರೈಕೆಯಲ್ಲಿ ಗುಣಮಟ್ಟ ಕಾಯ್ದುಕೊಳ್ಳುವಂತೆ ಸೂಚಿಸಿದ್ದರೂ ಕೂಡ ವಾರ್ಡನ್‌ಗಳು ಎಲ್ಲಾ ನಿಯಮಗಳನ್ನು ಗಾಳಿಗೆ ತೂರಿ ವಿದ್ಯಾರ್ಥಿಗಳ bbox=[319, 497, 582, 619]
lead-subhead: ಆಕಸ್ಮಿಕ ಭೇಟಿ ನೀಡಿ ಪರಿಶೀಲಿಸಿ ಕ್ರಮ ಕೈಗೊಳ್ಳುವೆ:ಡಿಸಿ ಭರವಸೆ bbox=[343, 211, 826, 240]
mla-photo-svg bbox=[907, 837, 1124, 982]
dot-cyan-icon bbox=[1400, 2437, 1412, 2449]
lead-col-3 bbox=[598, 496, 861, 735]
airport-col-4 bbox=[858, 2186, 1124, 2406]
dot-yellow-icon bbox=[77, 2437, 89, 2449]
quote-3-title: ವಿಮಾನ ಸೇವೆ ಎಷ್ಟು ಬೇಗ ಆರಂಭವಾಗುತ್ತದೆ ಅಷ್ಟು ವೇಗವಾಗಿ bbox=[364, 1847, 554, 1880]
quote-3-body: ವಾಣಿಜ್ಯ ಚಟುವಟಿಕೆ ಹಾಗೂ ಜಿಲ್ಲೆಯ ಆರ್ಥಿಕ ಪ್ರಗತಿ ಸಾಧ್ಯವಾಗುತ್ತದೆ. ವಿಮಾನ ನಿಲ್ದಾಣ ಆರಂಭಕ್ಕೆ ತ್ವರಿತ ಕ್ರಮವಾಗಬೇಕು bbox=[328, 1882, 548, 1933]
sp-headline-1: ಸಮಾಜವಾದಿ ಪಕ್ಷವನ್ನು ಅಧಿಕಾರಕ್ಕೆ ತರುವ bbox=[164, 754, 549, 788]
airport-body-1: ಸಾಂಸ್ಕೃತಿಕವಾಗಿ ಮತ್ತು ಐತಿಹಾಸಿಕವಾಗಿ ಸಾಕಷ್ಟು ಪ್ರೇಕ್ಷಣೀಯ ಸ್ಥಳಗಳನ್ನು ಹೊಂದಿರುವ ಕೊಪ್ಪಳ ಜಿಲ್ಲೆ ರಾಜ್ಯದಲ್ಲಿ ಪ್ರವಾಸೋದ್ಯಮದ ಹಬ್ ಆಗಿ ಬೆಳೆಯುತ್ತಿದೆ. ರಾಷ್ಟ್ರೀಯ ಮಟ್ಟದಲ್ಲಿ ಸುದ್ದಿಯಲ್ಲಿರುವ ಅಂಜನಾದ್ರಿಯಂತಹ ಪ್ರವಾಸಿತಾಣ ಕೂಡ ಇಲ್ಲಿದೆ. ಇದಕ್ಕಾಗಿ ಕೊಪ್ಪಳದಲ್ಲಿ ವಿಮಾನ ನಿಲ್ದಾಣ ಸ್ಥಾಪನೆ ಮಾಡಬೇಕು ಎಂದು ಜನ ಬಯಸುತ್ತಿದ್ದಾರೆ. 'ಕರ್ನಾಟಕ ರಾಜ್ಯ ಕೈಗಾರಿಕಾ ಮತ್ತು ಮೂಲಸೌಕರ್ಯ ಅಭಿವೃದ್ಧಿ ನಿಗಮ'ಕ್ಕೆ ಕೊಪ್ಪಳದಲ್ಲಿ ವಿಮಾನ ನಿಲ್ದಾಣಗಳನ್ನು ಅಭಿವೃದ್ಧಿಪಡಿಸುವ ಜವಾಬ್ದಾರಿಯನ್ನು ವಹಿಸಲಾಗಿದೆ. ಜಿಲ್ಲಾಡಳಿತ ಮೂರು ವರ್ಷಗಳ ಹಿಂದೆ 605 ಎಕರೆ ಜಾಗ ಗುರುತಿಸಿ ಮೂಲಸೌಕರ್ಯ ಅಭಿವೃದ್ಧಿ ಇಲಾಖೆಗೆ ವರದಿ ನೀಡಿತ್ತು. ವಿಮಾನ ನಿಲ್ದಾಣಗಳನ್ನು ಅಭಿವೃದ್ಧಿಪಡಿಸುವ ಹೊಣೆಗಾರಿಕೆ ಸರ್ಕಾರಕ್ಕೆ ಸೇರಿದ್ದು ಭೂಸ್ವಾಧೀನ ಪ್ರಕ್ರಿಯೆ ಇನ್ನೂ ಪೂರ್ಣಗೊಂಡಿಲ್ಲ. ಹಾಗಾಗಿ ವಿಮಾನ ನಿಲ್ದಾಣ ನಿರ್ಮಾಣ ಪ್ರಾಧಿಕಾರದ ಅಧಿಕಾರಿಗಳ ತಂಡ ಕೊಪ್ಪಳ ತಾಲ್ಲೂಕಿನ ತಾಳಕನಕಾಪುರ, ಬುಡಶೆಟ್ನಾಳ್, ಹಿಟ್ನಾಳ ಮತ್ತು ಕುಟಕನಕೇರಿ ಗ್ರಾಮಗಳ ವ್ಯಾಪ್ತಿಯಲ್ಲಿ 382 ಎಕರೆ, ವನಬಳ್ಳಾರಿ ಹಾಗೂ ಕುಟಕನಕೇರಿ ಗ್ರಾಮಗಳ ವ್ಯಾಪ್ತಿಯಲ್ಲಿ 352 ಎಕರೆ ಜಮೀನು ಗುರುತಿಸಲಾಗಿದೆ. ಜಿಲ್ಲೆಯ ಜನಪ್ರತಿನಿಧಿಗಳು ಈ ಬಗ್ಗೆ ಸರ್ಕಾರದ ಗಮನ ಸೆಳೆಯಬೇಕಿದೆ. ಕೊಪ್ಪಳ ಜಿಲ್ಲೆಯ ನೆರೆಯಲ್ಲಿ ವಿಶ್ವವಿಖ್ಯಾತ ಹಂಪಿ, ಅಂಜನಾದ್ರಿ ಪರ್ವತ, ಹುಲಿಗೆಮ್ಮ ದೇವಸ್ಥಾನ, ಗವಿಸಿದ್ದೇಶ್ವರ ಮಠ, ತುಂಗಭದ್ರಾ ಜಲಾಶಯ, ಹಂಪಿಯಂತಹ ಪ್ರವಾಸಿ ತಾಣಗಳು ಇರುವುದರಿಂದ ವಿಮಾನ ನಿಲ್ದಾಣ ಅವಶ್ಯಕತೆ ಇದೆ. bbox=[46, 1479, 308, 1901]
lead-body-1: ತಾಲೂಕು ಸಮಾಜ ಕಲ್ಯಾಣ ಇಲಾಖೆಯ ವಸತಿ ನಿಲಯದ ವಿದ್ಯಾರ್ಥಿಗಳಿಗೆ ಕಳಪೆ ಆಹಾರ ಪೂರೈಸುತ್ತಿರುವ ವಾರ್ಡನ್‌ಗಳ ಮೇಲೆ ಸೂಕ್ತ ಕಾನೂನು ಕ್ರಮ ಕೈಗೊಳ್ಳುವಂತೆ ಒತ್ತಾಯಿಸಿ ಕರ್ನಾಟಕ ಜನಸೈನ್ಯ ಪದಾಧಿಕಾರಿಗಳು ಜಿಲ್ಲಾಧಿಕಾರಿ ಸುರೇಶ್ ಇಟ್ನಾಳ್ ಅವರಿಗೆ ಸೋಮವಾರದಂದು ಮನವಿ ಸಲ್ಲಿಸಿದರು. ಜಿಲ್ಲಾಧಿಕಾರಿಗೆ ಮನವಿ ಸಲ್ಲಿಸಿ ಮಾತನಾಡಿದ ಕರ್ನಾಟಕ ಜನಸೈನ್ಯ ಸಂಘಟನೆಯ ಜಿಲ್ಲಾಧ್ಯಕ್ಷ ರಮೇಶ ಕಾಳೆ ಅವರು, ರಾಜ್ಯ ಸರಕಾರವು ವಸತಿ ನಿಲಯಗಳ ಪರಿಶಿಷ್ಟ ಜಾತಿ ವಿದ್ಯಾರ್ಥಿಗಳ ಶೈಕ್ಷಣಿಕ ಪ್ರಗತಿಗಾಗಿ ಅನುಕೂಲವಾಗುವ ನಿಟ್ಟಿನಲ್ಲಿ ಉತ್ತಮ ಗುಣಮಟ್ಟದ ಆಹಾರ ಪೂರೈಕೆಗೆ ಆದ್ಯತೆ ನೀಡಿದೆ. ಈ ನಿಟ್ಟಿನಲ್ಲಿ ಆಹಾರ ಪೂರೈಕೆಗಾಗಿ ಟೆಂಡರ್ ಕರೆದು ಅನುದಾನ ನೀಡುತ್ತದೆ. ಆದರೆ ಎಸ್.ಸಿ. ವಸತಿ ನಿಲಯಗಳ ವಾರ್ಡನ್‌ಗಳು ಗುತ್ತಿಗೆದಾರರೊಂದಿಗೆ ಹೊಂದಾಣಿಕೆ ಮಾಡಿಕೊಂಡು ಕಳಪೆ ಆಹಾರ ಧಾನ್ಯಗಳನ್ನು ವಿನಿಯೋಗಿಸುತ್ತಿದ್ದಾರೆ ಹಾಗೂ ಬಿಲ್ ಪಾವತಿಸಿಕೊಂಡು ಹಣ ಪಡೆದುಕೊಳ್ಳುತ್ತಿದ್ದಾರೆ. bbox=[46, 280, 308, 543]
sidebar-story-1-body: ಯಾವುದೇ ಎಫ್‌ಐಆರ್ ನಲ್ಲಿ ತಮ್ಮ ಹೆಸರು ಅಥವಾ ದೇವಾಲಯದ ಸಂಸ್ಥೆಗಳನ್ನು ಹೆಸರಿಸಿಲ್ಲ ಎಂದು ಹರ್ಷೇಂದ್ರ ಕುಮಾರ್ ಕೋರ್ಟ್ ಗೆ ತಿಳಿಸಿದರು. ಮಾನಹಾನಿಯಿಂದ ರಕ್ಷಣೆಯೊಂದಿಗೆ ಮುಕ್ತ ಅಭಿವ್ಯಕ್ತಿ ಸಮತೋಲನಗೊಳಿಸುವ ಅಗತ್ಯವನ್ನು ಒತ್ತಿಹೇಳುತ್ತಾ, ಇದು ಅಸಾಧಾರಣ ಆದೇಶವಾಗಿದೆ ಅಸಾಧಾರಣ ಪ್ರಕರಣ ಎಂದು ನ್ಯಾಯಾಲಯ ಹೇಳಿದೆ. ಅಲ್ಲದೆ ಈ ಪ್ರಕರಣದ ಮುಂದಿನ ವಿಚಾರಣೆ ಆಗಸ್ಟ್ 5ಕ್ಕೆ ಮುಂದೂಡಿದೆ. bbox=[1140, 318, 1494, 404]
airport-headline bbox=[46, 1395, 1129, 1454]
